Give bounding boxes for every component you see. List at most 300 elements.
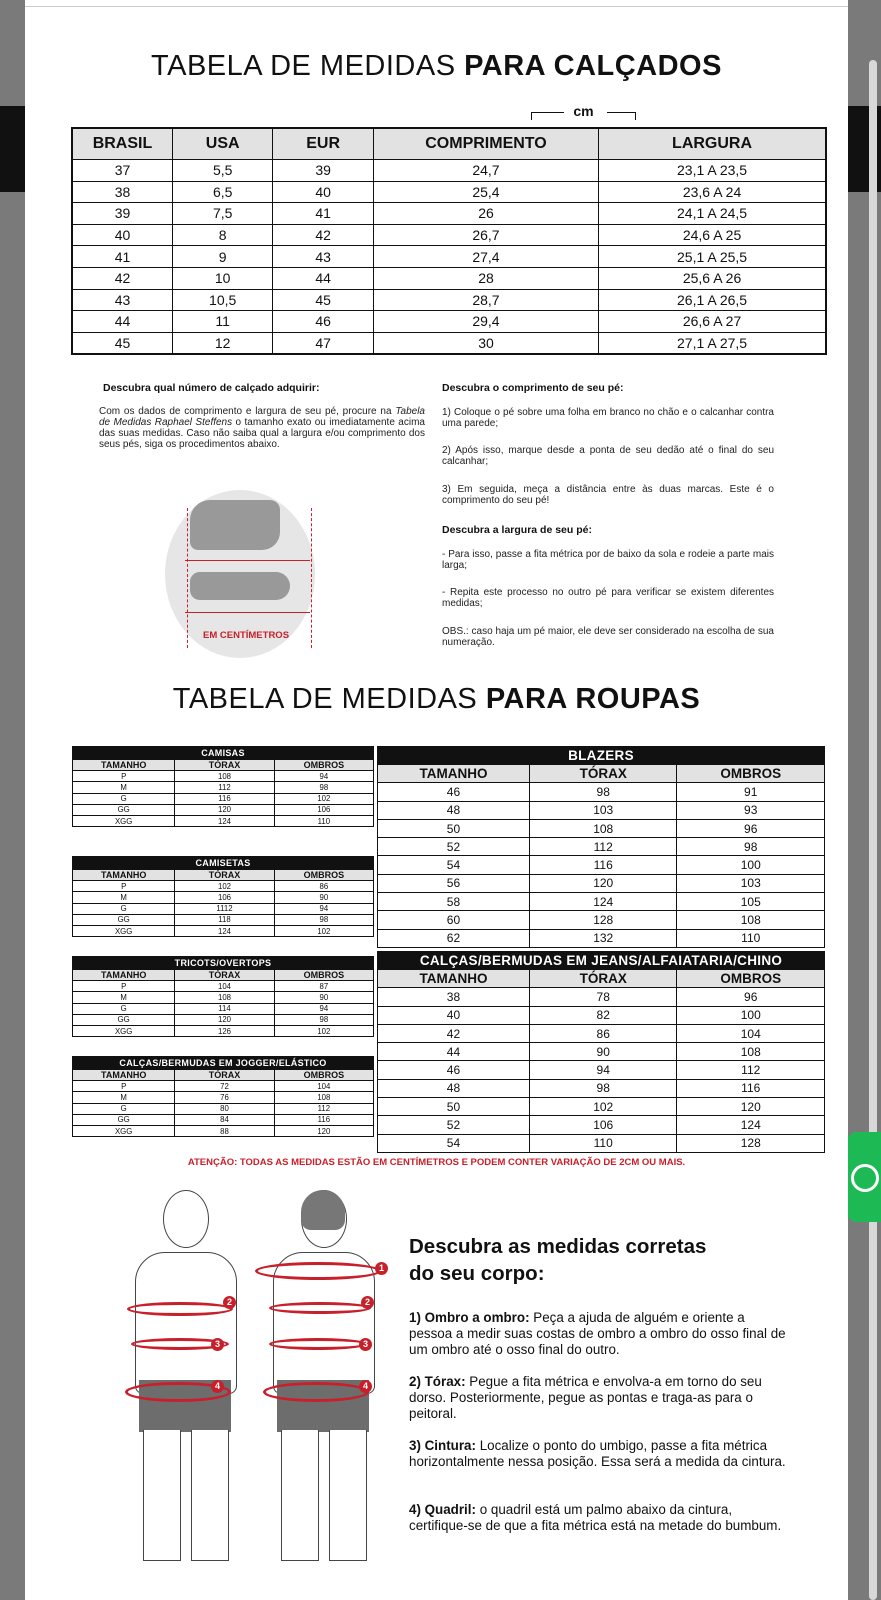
table-row [73,804,374,815]
guide-right-title: Descubra o comprimento de seu pé: [442,382,624,394]
table-header-row [73,760,374,771]
table-cell: 108 [175,992,274,1003]
table-header: TAMANHO [73,760,175,771]
marker-2: 2 [223,1296,236,1309]
table-row [73,815,374,826]
head-shape [163,1190,209,1248]
table-cell: 126 [175,1025,274,1036]
table-cell: 44 [378,1043,530,1061]
table-header: TÓRAX [175,970,274,981]
table-cell: GG [73,1114,175,1125]
width-step: - Repita este processo no outro pé para verificar se existem diferentes medidas; [442,587,774,609]
camisetas-table [72,856,374,937]
table-cell: 103 [677,874,825,892]
table-row [73,1114,374,1125]
table-cell: 108 [677,911,825,929]
leg-shape [281,1430,319,1561]
table-cell: XGG [73,1025,175,1036]
table-title-row [73,857,374,870]
table-row [378,893,825,911]
table-cell: 50 [378,1098,530,1116]
table-cell: 44 [72,311,172,333]
table-cell: 42 [72,267,172,289]
body-item-3 [409,1438,789,1470]
hair-shape [301,1190,345,1230]
table-cell: 40 [273,181,373,203]
table-cell: 27,1 A 27,5 [599,332,826,354]
table-row [73,1003,374,1014]
table-cell: 86 [274,881,373,892]
table-row [72,224,826,246]
table-cell: 100 [677,1006,825,1024]
table-cell: 52 [378,1116,530,1134]
table-cell: 124 [175,925,274,936]
table-cell: GG [73,1014,175,1025]
table-cell: 25,1 A 25,5 [599,246,826,268]
marker-4: 4 [211,1380,224,1393]
table-row [72,332,826,354]
body-front-figure [125,1190,245,1560]
table-row [378,1098,825,1116]
col-comprimento: COMPRIMENTO [373,128,598,160]
table-cell: GG [73,804,175,815]
table-cell: 62 [378,929,530,947]
whatsapp-button[interactable] [847,1132,881,1222]
size-guide-sheet [25,0,848,1600]
body-heading [409,1233,789,1287]
title-light: TABELA DE MEDIDAS [172,683,486,715]
table-row [73,992,374,1003]
table-cell: 120 [274,1125,373,1136]
table-cell: 91 [677,783,825,801]
guide-left-text-part: o tamanho exato ou imediatamente acima das suas medidas. Caso não saiba qual a largura e/ou comprimento dos seus pés, siga os procedimentos abaixo. [99,417,425,450]
table-cell: 112 [677,1061,825,1079]
table-row [378,783,825,801]
table-cell: 104 [175,981,274,992]
table-cell: 132 [529,929,677,947]
table-cell: 106 [274,804,373,815]
table-cell: 108 [175,771,274,782]
table-cell: 102 [274,925,373,936]
table-cell: P [73,1081,175,1092]
table-row [378,1079,825,1097]
table-header: OMBROS [274,1070,373,1081]
table-cell: 27,4 [373,246,598,268]
table-header: TÓRAX [175,1070,274,1081]
table-cell: 23,6 A 24 [599,181,826,203]
table-cell: P [73,881,175,892]
marker-2: 2 [361,1296,374,1309]
table-row [73,771,374,782]
table-cell: G [73,1003,175,1014]
table-cell: 9 [172,246,272,268]
table-cell: P [73,771,175,782]
guide-step: 2) Após isso, marque desde a ponta de seu dedão até o final do seu calcanhar; [442,445,774,467]
table-cell: P [73,981,175,992]
table-row [72,267,826,289]
body-back-figure [263,1190,383,1560]
tricots-table [72,956,374,1037]
table-cell: 26,7 [373,224,598,246]
table-cell: 24,1 A 24,5 [599,203,826,225]
table-row [378,1134,825,1152]
blazers-table [377,746,825,948]
table-cell: 108 [677,1043,825,1061]
table-row [73,782,374,793]
table-row [378,1043,825,1061]
table-header-row [378,765,825,783]
table-cell: 43 [273,246,373,268]
clothes-table-title [25,683,848,716]
jogger-table [72,1056,374,1137]
table-cell: 98 [529,1079,677,1097]
table-row [378,1024,825,1042]
marker-3: 3 [211,1338,224,1351]
table-row [73,1081,374,1092]
marker-4: 4 [359,1380,372,1393]
table-cell: 112 [529,838,677,856]
table-header: OMBROS [274,760,373,771]
table-cell: 10,5 [172,289,272,311]
item-text: Peça a ajuda de alguém e oriente a pessoa a medir suas costas de ombro a ombro do osso final de um ombro até o osso final do outro. [409,1310,786,1357]
width-step: - Para isso, passe a fita métrica por de baixo da sola e rodeie a parte mais larga; [442,549,774,571]
col-largura: LARGURA [599,128,826,160]
item-text: o quadril está um palmo abaixo da cintura, certifique-se de que a fita métrica está na metade do bumbum. [409,1502,782,1533]
marker-1: 1 [375,1262,388,1275]
table-header: TÓRAX [529,970,677,988]
table-cell: 6,5 [172,181,272,203]
table-row [73,1025,374,1036]
chest-marker [269,1302,371,1314]
table-row [73,981,374,992]
table-cell: 98 [274,1014,373,1025]
table-cell: 94 [274,903,373,914]
table-cell: 38 [378,988,530,1006]
table-cell: 37 [72,160,172,182]
table-cell: 116 [175,793,274,804]
table-cell: 102 [274,1025,373,1036]
unit-label: cm [531,103,636,119]
table-cell: 39 [273,160,373,182]
table-cell: 44 [273,267,373,289]
table-row [73,925,374,936]
calcas-table [377,951,825,1153]
table-cell: 10 [172,267,272,289]
guide-left-title: Descubra qual número de calçado adquirir: [103,382,320,394]
table-cell: 80 [175,1103,274,1114]
table-row [73,1103,374,1114]
table-cell: 112 [274,1103,373,1114]
table-row [72,181,826,203]
shoe-size-table [71,127,827,355]
table-cell: 87 [274,981,373,992]
table-row [378,1061,825,1079]
table-title-row [378,952,825,970]
table-cell: 43 [72,289,172,311]
item-label: 2) Tórax: [409,1374,466,1389]
table-header: OMBROS [677,970,825,988]
table-cell: 5,5 [172,160,272,182]
table-cell: 90 [529,1043,677,1061]
table-header: OMBROS [274,870,373,881]
table-cell: 84 [175,1114,274,1125]
table-row [378,838,825,856]
table-header: TAMANHO [73,970,175,981]
table-cell: 58 [378,893,530,911]
table-cell: 96 [677,988,825,1006]
item-label: 3) Cintura: [409,1438,476,1453]
title-bold: PARA ROUPAS [485,683,701,715]
table-cell: XGG [73,925,175,936]
table-cell: 30 [373,332,598,354]
table-cell: 128 [677,1134,825,1152]
table-cell: XGG [73,815,175,826]
table-header: TAMANHO [73,1070,175,1081]
table-cell: 90 [274,992,373,1003]
table-cell: 103 [529,801,677,819]
waist-marker [269,1338,367,1350]
table-title-row [73,1057,374,1070]
table-title-row [378,747,825,765]
table-cell: 120 [677,1098,825,1116]
table-cell: 48 [378,801,530,819]
table-cell: 110 [677,929,825,947]
table-cell: G [73,903,175,914]
table-cell: 98 [529,783,677,801]
divider [25,6,848,7]
leg-shape [143,1430,181,1561]
table-cell: 124 [175,815,274,826]
table-cell: 118 [175,914,274,925]
table-header: TÓRAX [175,870,274,881]
table-cell: 8 [172,224,272,246]
title-light: TABELA DE MEDIDAS [151,50,465,82]
table-cell: 40 [378,1006,530,1024]
shoe-table-title [25,50,848,83]
table-cell: 86 [529,1024,677,1042]
table-cell: 26 [373,203,598,225]
table-row [378,911,825,929]
leg-shape [191,1430,229,1561]
table-title: CALÇAS/BERMUDAS EM JEANS/ALFAIATARIA/CHINO [378,952,825,970]
table-title: CAMISETAS [73,857,374,870]
hip-marker [263,1382,369,1402]
table-cell: G [73,1103,175,1114]
table-cell: 94 [529,1061,677,1079]
table-cell: 94 [274,771,373,782]
table-cell: 52 [378,838,530,856]
table-cell: 102 [529,1098,677,1116]
table-cell: 46 [378,1061,530,1079]
table-header: TAMANHO [73,870,175,881]
table-cell: M [73,1092,175,1103]
body-item-4 [409,1502,789,1534]
table-cell: 24,6 A 25 [599,224,826,246]
body-item-1 [409,1310,789,1358]
body-item-2 [409,1374,789,1422]
guide-left-text-part: Com os dados de comprimento e largura de seu pé, procure na [99,406,392,417]
foot-unit-label: EM CENTÍMETROS [203,630,290,641]
attention-note: ATENÇÃO: TODAS AS MEDIDAS ESTÃO EM CENTÍMETROS E PODEM CONTER VARIAÇÃO DE 2CM OU MAIS. [187,1157,686,1168]
table-cell: 76 [175,1092,274,1103]
table-cell: M [73,992,175,1003]
table-cell: 112 [175,782,274,793]
table-cell: 108 [529,819,677,837]
measure-line [185,560,310,561]
col-eur: EUR [273,128,373,160]
table-cell: 104 [677,1024,825,1042]
table-cell: 116 [677,1079,825,1097]
foot-illustration [165,490,317,660]
table-cell: 56 [378,874,530,892]
table-cell: 90 [274,892,373,903]
table-cell: 1112 [175,903,274,914]
table-row [73,793,374,804]
item-label: 4) Quadril: [409,1502,476,1517]
table-cell: 42 [378,1024,530,1042]
table-header-row [378,970,825,988]
table-title: TRICOTS/OVERTOPS [73,957,374,970]
col-brasil: BRASIL [72,128,172,160]
table-title: CAMISAS [73,747,374,760]
table-row [72,203,826,225]
table-cell: 100 [677,856,825,874]
chest-marker [127,1302,233,1316]
table-cell: 116 [274,1114,373,1125]
table-cell: 42 [273,224,373,246]
table-header: TAMANHO [378,765,530,783]
table-cell: 78 [529,988,677,1006]
table-row [73,1125,374,1136]
table-header-row [73,970,374,981]
table-header-row [73,1070,374,1081]
table-cell: 26,6 A 27 [599,311,826,333]
width-step: OBS.: caso haja um pé maior, ele deve ser considerado na escolha de sua numeração. [442,626,774,648]
table-cell: 110 [529,1134,677,1152]
table-title-row [73,747,374,760]
whatsapp-icon [851,1164,879,1192]
table-cell: 25,4 [373,181,598,203]
table-row [378,856,825,874]
table-row [73,881,374,892]
table-row [72,160,826,182]
table-cell: 116 [529,856,677,874]
table-row [73,914,374,925]
measure-line [311,508,312,648]
marker-3: 3 [359,1338,372,1351]
table-cell: 23,1 A 23,5 [599,160,826,182]
table-cell: 98 [274,914,373,925]
table-cell: 128 [529,911,677,929]
table-cell: XGG [73,1125,175,1136]
table-cell: 120 [175,1014,274,1025]
table-row [378,801,825,819]
guide-left-text [99,406,425,450]
table-row [72,289,826,311]
measure-line [187,508,188,648]
camisas-table [72,746,374,827]
table-cell: 93 [677,801,825,819]
table-cell: 110 [274,815,373,826]
table-row [72,246,826,268]
table-cell: 45 [72,332,172,354]
table-cell: 60 [378,911,530,929]
table-cell: 102 [175,881,274,892]
table-row [72,311,826,333]
col-usa: USA [172,128,272,160]
table-cell: 54 [378,1134,530,1152]
table-cell: 12 [172,332,272,354]
table-header-row [73,870,374,881]
table-cell: GG [73,914,175,925]
table-cell: 88 [175,1125,274,1136]
table-cell: 46 [378,783,530,801]
table-cell: 82 [529,1006,677,1024]
table-cell: 120 [529,874,677,892]
table-cell: 114 [175,1003,274,1014]
torso-shape [135,1252,237,1394]
table-header: TÓRAX [529,765,677,783]
width-title: Descubra a largura de seu pé: [442,524,592,536]
table-row [73,903,374,914]
leg-shape [329,1430,367,1561]
table-cell: 24,7 [373,160,598,182]
table-cell: 40 [72,224,172,246]
table-cell: 29,4 [373,311,598,333]
item-text: Pegue a fita métrica e envolva-a em torno do seu dorso. Posteriormente, pegue as pontas e traga-as para o peitoral. [409,1374,762,1421]
shoulder-marker [255,1262,381,1280]
table-cell: 98 [677,838,825,856]
table-cell: 106 [529,1116,677,1134]
foot-side-shape [190,500,280,550]
foot-sole-shape [190,572,290,600]
table-cell: 98 [274,782,373,793]
table-cell: 26,1 A 26,5 [599,289,826,311]
table-cell: 28,7 [373,289,598,311]
table-header: TAMANHO [378,970,530,988]
table-header-row [72,128,826,160]
table-row [378,1116,825,1134]
table-cell: 94 [274,1003,373,1014]
table-cell: 7,5 [172,203,272,225]
table-cell: G [73,793,175,804]
table-cell: 41 [72,246,172,268]
table-cell: 124 [529,893,677,911]
item-text: Localize o ponto do umbigo, passe a fita métrica horizontalmente nessa posição. Essa será a medida da cintura. [409,1438,786,1469]
table-row [378,929,825,947]
table-row [73,1014,374,1025]
table-row [378,874,825,892]
table-header: TÓRAX [175,760,274,771]
table-cell: 47 [273,332,373,354]
table-cell: 54 [378,856,530,874]
scrollbar[interactable] [869,60,877,1600]
table-title: BLAZERS [378,747,825,765]
table-cell: 50 [378,819,530,837]
table-cell: 45 [273,289,373,311]
body-heading-line: do seu corpo: [409,1262,545,1285]
item-label: 1) Ombro a ombro: [409,1310,530,1325]
table-cell: M [73,782,175,793]
table-row [73,892,374,903]
table-cell: 96 [677,819,825,837]
table-row [378,819,825,837]
table-cell: 102 [274,793,373,804]
table-row [378,1006,825,1024]
table-cell: 39 [72,203,172,225]
table-header: OMBROS [274,970,373,981]
table-cell: 108 [274,1092,373,1103]
